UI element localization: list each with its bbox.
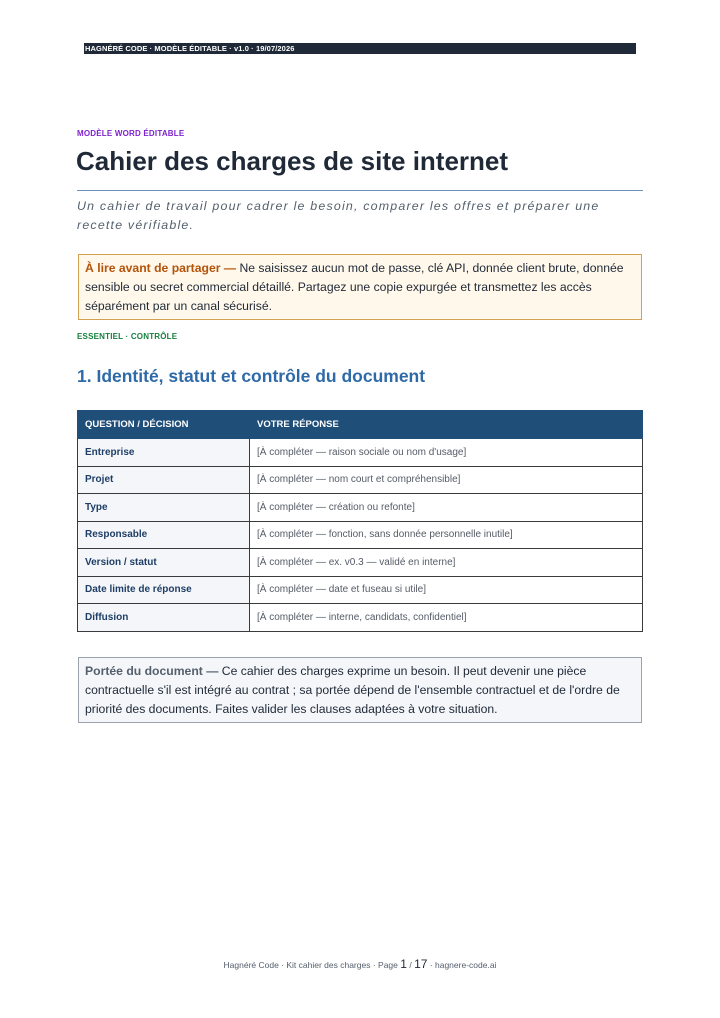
row-answer-field[interactable]: [À compléter — ex. v0.3 — validé en interne] <box>250 549 643 577</box>
footer-suffix: · hagnere-code.ai <box>429 960 497 970</box>
scope-callout <box>78 657 642 723</box>
table-row <box>78 604 643 632</box>
title-divider <box>77 190 643 191</box>
table-row <box>78 521 643 549</box>
warning-text: Ne saisissez aucun mot de passe, clé API, donnée client brute, donnée sensible ou secret commercial détaillé. Partagez une copie expurgée et transmettez les accès séparément par un canal sécurisé. <box>85 261 624 313</box>
footer-page-total: 17 <box>414 957 428 971</box>
footer-separator: / <box>409 960 412 970</box>
column-header-question: QUESTION / DÉCISION <box>78 411 250 439</box>
document-eyebrow: MODÈLE WORD ÉDITABLE <box>77 129 185 138</box>
row-answer-field[interactable]: [À compléter — raison sociale ou nom d'usage] <box>250 439 643 467</box>
row-question: Type <box>78 494 250 522</box>
row-answer-field[interactable]: [À compléter — date et fuseau si utile] <box>250 576 643 604</box>
footer-prefix: Hagnéré Code · Kit cahier des charges · Page <box>223 960 398 970</box>
footer-page-number: 1 <box>400 957 407 971</box>
column-header-answer: VOTRE RÉPONSE <box>250 411 643 439</box>
row-answer-field[interactable]: [À compléter — création ou refonte] <box>250 494 643 522</box>
table-row <box>78 466 643 494</box>
table-row <box>78 439 643 467</box>
row-answer-field[interactable]: [À compléter — nom court et compréhensible] <box>250 466 643 494</box>
running-header: HAGNÉRÉ CODE · MODÈLE ÉDITABLE · v1.0 · 19/07/2026 <box>84 43 636 54</box>
row-question: Date limite de réponse <box>78 576 250 604</box>
table-row <box>78 549 643 577</box>
section-heading: 1. Identité, statut et contrôle du document <box>77 366 426 386</box>
row-question: Responsable <box>78 521 250 549</box>
scope-lead: Portée du document — <box>85 664 219 678</box>
row-question: Entreprise <box>78 439 250 467</box>
document-title: Cahier des charges de site internet <box>76 146 509 176</box>
scope-text: Ce cahier des charges exprime un besoin. Il peut devenir une pièce contractuelle s'il est intégré au contrat ; sa portée dépend de l'ensemble contractuel et de l'ordre de priorité des documents. Faites valider les clauses adaptées à votre situation. <box>85 664 620 716</box>
page-footer <box>0 957 720 971</box>
row-answer-field[interactable]: [À compléter — interne, candidats, confidentiel] <box>250 604 643 632</box>
row-question: Version / statut <box>78 549 250 577</box>
table-row <box>78 576 643 604</box>
row-answer-field[interactable]: [À compléter — fonction, sans donnée personnelle inutile] <box>250 521 643 549</box>
section-tag: ESSENTIEL · CONTRÔLE <box>77 332 178 341</box>
warning-callout <box>78 254 642 320</box>
warning-lead: À lire avant de partager — <box>85 261 237 275</box>
identity-table <box>77 410 643 632</box>
row-question: Projet <box>78 466 250 494</box>
table-header-row <box>78 411 643 439</box>
document-subtitle: Un cahier de travail pour cadrer le besoin, comparer les offres et préparer une recette vérifiable. <box>77 199 600 232</box>
table-row <box>78 494 643 522</box>
row-question: Diffusion <box>78 604 250 632</box>
